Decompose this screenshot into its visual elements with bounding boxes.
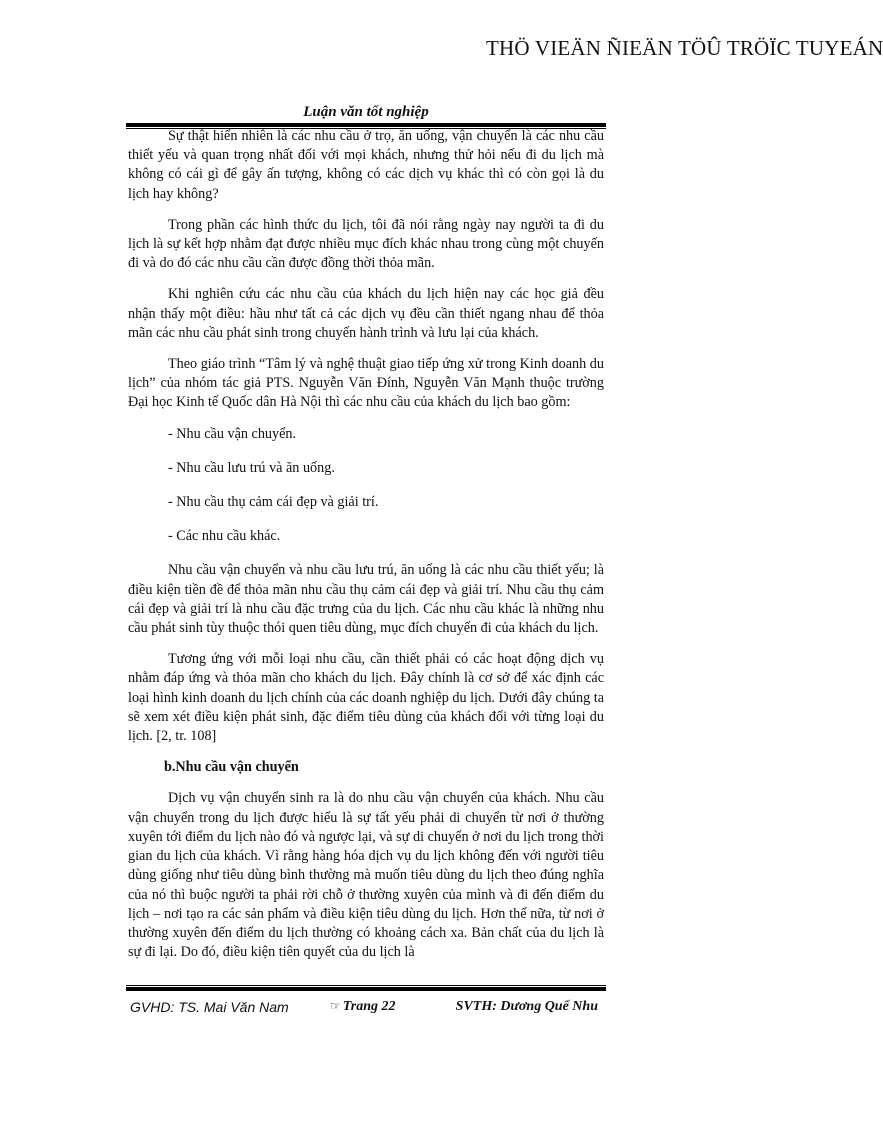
list-item: - Các nhu cầu khác. [168, 528, 281, 545]
body-paragraph: Sự thật hiển nhiên là các nhu cầu ở trọ, ăn uống, vận chuyển là các nhu cầu thiết yếu và quan trọng nhất đối với mọi khách, nhưng thử hỏi nếu đi du lịch mà không có cái gì để gây ấn tượng, không có các dịch vụ khác thì có còn gọi là du lịch hay không? [128, 128, 604, 202]
body-paragraph: Nhu cầu vận chuyển và nhu cầu lưu trú, ăn uống là các nhu cầu thiết yếu; là điều kiện tiền đề để thỏa mãn nhu cầu thụ cảm cái đẹp và giải trí. Nhu cầu thụ cảm cái đẹp và giải trí là nhu cầu đặc trưng của du lịch. Các nhu cầu khác là những nhu cầu phát sinh tùy thuộc thói quen tiêu dùng, mục đích chuyến đi của khách du lịch. [128, 562, 604, 637]
page-footer [126, 999, 606, 1019]
body-paragraph: Dịch vụ vận chuyển sinh ra là do nhu cầu vận chuyển của khách. Nhu cầu vận chuyển trong du lịch được hiểu là sự tất yếu phải di chuyển từ nơi ở thường xuyên tới điểm du lịch nào đó và ngược lại, và sự di chuyển ở nơi du lịch trong thời gian du lịch của khách. Vì rằng hàng hóa dịch vụ du lịch không đến với người tiêu dùng giống như tiêu dùng bình thường mà muốn tiêu dùng du lịch theo đúng nghĩa của nó thì buộc người ta phải rời chỗ ở thường xuyên của mình và đi đến điểm du lịch – nơi tạo ra các sản phẩm và điều kiện tiêu dùng du lịch. Hơn thế nữa, từ nơi ở thường xuyên đến điểm du lịch thường có khoảng cách xa. Bản chất của du lịch là sự đi lại. Do đó, điều kiện tiên quyết của du lịch là [128, 790, 604, 961]
body-paragraph: Trong phần các hình thức du lịch, tôi đã nói rằng ngày nay người ta đi du lịch là sự kết hợp nhằm đạt được nhiều mục đích khác nhau trong cùng một chuyến đi và do đó các nhu cầu cần được đồng thời thỏa mãn. [128, 216, 604, 272]
footer-page-number [330, 999, 396, 1015]
library-watermark: THÖ VIEÄN ÑIEÄN TÖÛ TRÖÏC TUYEÁN [486, 36, 883, 60]
page-header-title: Luận văn tốt nghiệp [303, 104, 429, 120]
list-item: - Nhu cầu lưu trú và ăn uống. [168, 459, 335, 476]
page-body [128, 127, 604, 974]
footer-student: SVTH: Dương Quế Nhu [455, 999, 598, 1014]
body-paragraph: Khi nghiên cứu các nhu cầu của khách du lịch hiện nay các học giả đều nhận thấy một điều: hầu như tất cả các dịch vụ đều cần thiết ngang nhau để thỏa mãn các nhu cầu phát sinh trong chuyến hành trình và lưu lại của khách. [128, 286, 604, 341]
body-paragraph: Tương ứng với mỗi loại nhu cầu, cần thiết phải có các hoạt động dịch vụ nhằm đáp ứng và thỏa mãn cho khách du lịch. Đây chính là cơ sở để xác định các loại hình kinh doanh du lịch chính của các doanh nghiệp du lịch. Dưới đây chúng ta sẽ xem xét điều kiện phát sinh, đặc điểm tiêu dùng của khách đối với từng loại du lịch. [2, tr. 108] [128, 651, 604, 745]
pointing-hand-icon: ☞ [330, 999, 341, 1013]
section-heading: b.Nhu cầu vận chuyển [164, 759, 299, 776]
footer-divider [126, 985, 606, 986]
body-paragraph: Theo giáo trình “Tâm lý và nghệ thuật giao tiếp ứng xử trong Kinh doanh du lịch” của nhóm tác giả PTS. Nguyễn Văn Đính, Nguyễn Văn Mạnh thuộc trường Đại học Kinh tế Quốc dân Hà Nội thì các nhu cầu của khách du lịch bao gồm: [128, 356, 604, 411]
footer-advisor: GVHD: TS. Mai Văn Nam [130, 999, 289, 1015]
list-item: - Nhu cầu thụ cảm cái đẹp và giải trí. [168, 494, 379, 511]
list-item: - Nhu cầu vận chuyển. [168, 425, 297, 442]
footer-page-label: Trang 22 [342, 999, 396, 1014]
